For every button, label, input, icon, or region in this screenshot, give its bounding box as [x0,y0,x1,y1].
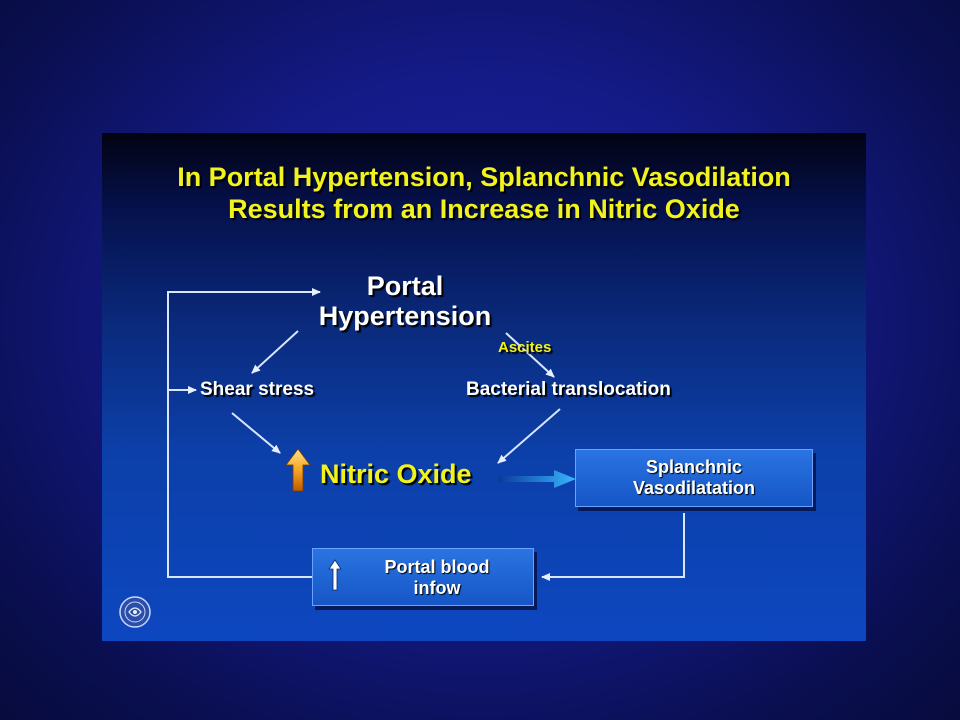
label-ascites: Ascites [498,339,552,356]
node-portal-hypertension-line-1: Portal [366,271,444,301]
arrow-shear-to-nitric [232,413,280,453]
arrow-feedback-to-portal [168,292,320,577]
node-shear-stress: Shear stress [200,379,315,400]
node-portal-hypertension [300,271,510,331]
node-portal-hypertension-line-2: Hypertension [318,301,492,331]
up-arrow-icon [327,559,343,591]
slide-title-line-1: In Portal Hypertension, Splanchnic Vasodilation [177,162,791,192]
box-portal-blood-text [347,557,527,599]
arrow-nitric-to-splanchnic [498,470,576,488]
seal-logo-icon [118,595,152,629]
box-portal-blood-inflow [312,548,534,606]
node-nitric-oxide: Nitric Oxide [320,459,472,489]
box-splanchnic-line-1: Splanchnic [645,457,743,477]
up-arrow-icon [286,449,310,491]
box-splanchnic-vasodilatation [575,449,813,507]
node-bacterial-translocation: Bacterial translocation [466,379,671,400]
slide [102,133,866,641]
arrow-splanchnic-to-portal-blood [542,513,684,577]
box-splanchnic-line-2: Vasodilatation [632,478,756,498]
arrow-portal-to-shear [252,331,298,373]
slide-title-line-2: Results from an Increase in Nitric Oxide [228,194,740,224]
box-portal-blood-line-2: infow [413,578,461,598]
arrow-bacterial-to-nitric [498,409,560,463]
box-portal-blood-line-1: Portal blood [384,557,490,577]
